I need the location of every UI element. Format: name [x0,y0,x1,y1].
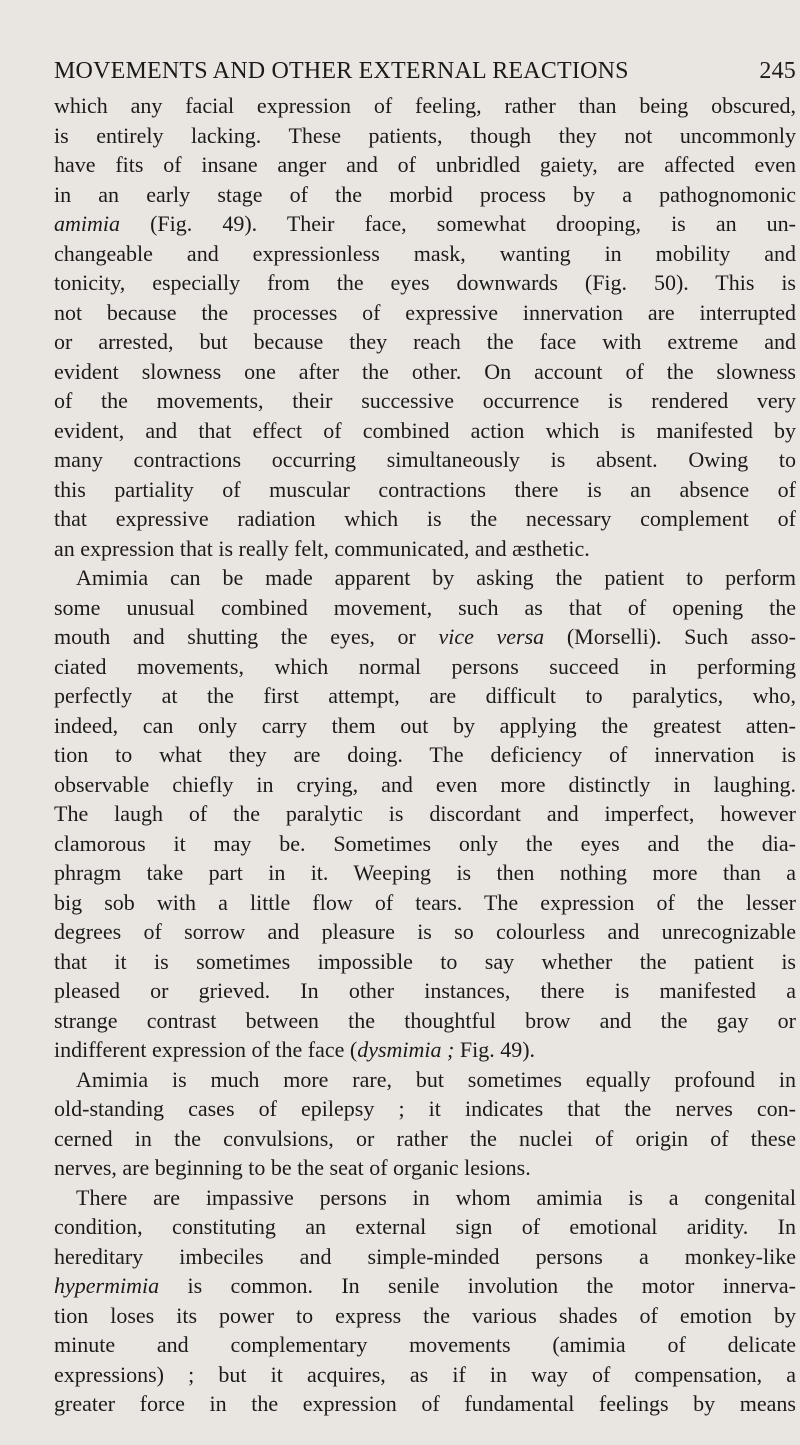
text-line: not because the processes of expressive innervation are interrupted [54,299,796,325]
text-line: nerves, are beginning to be the seat of organic lesions. [54,1155,531,1180]
text-line: minute and complementary movements (amimia of delicate [54,1332,796,1357]
text-line: There are impassive persons in whom amimia is a congenital [76,1184,796,1210]
italic-term: amimia [54,211,120,236]
text-line: hereditary imbeciles and simple-minded persons a monkey-like [54,1243,796,1269]
running-head [54,58,796,85]
italic-term: dysmimia ; [357,1037,455,1062]
text-line: this partiality of muscular contractions there is an absence of [54,476,796,502]
text-line: which any facial expression of feeling, rather than being obscured, [54,93,796,118]
text-line: clamorous it may be. Sometimes only the eyes and the dia- [54,830,796,856]
text-line: big sob with a little flow of tears. The expression of the lesser [54,889,796,915]
text-line: strange contrast between the thoughtful brow and the gay or [54,1007,796,1033]
text-line: an expression that is really felt, communicated, and æsthetic. [54,535,590,561]
text-line: some unusual combined movement, such as that of opening the [54,594,796,620]
text-line: evident slowness one after the other. On account of the slowness [54,358,796,384]
text-line: old-standing cases of epilepsy ; it indicates that the nerves con- [54,1096,796,1121]
text-line: tonicity, especially from the eyes downwards (Fig. 50). This is [54,270,796,295]
text-line [54,1271,796,1301]
text-line: The laugh of the paralytic is discordant and imperfect, however [54,801,796,826]
text-line: evident, and that effect of combined action which is manifested by [54,417,796,443]
italic-term: vice versa [438,624,545,649]
text-line: expressions) ; but it acquires, as if in way of compensation, a [54,1361,796,1387]
text-line: Amimia can be made apparent by asking the patient to perform [76,565,796,590]
text-line: of the movements, their successive occurrence is rendered very [54,388,796,413]
text-line: that expressive radiation which is the necessary complement of [54,506,796,531]
text-line: or arrested, but because they reach the face with extreme and [54,329,796,354]
text-segment: mouth and shutting the eyes, or [54,624,439,649]
text-line: perfectly at the first attempt, are difficult to paralytics, who, [54,683,796,708]
text-line: is entirely lacking. These patients, though they not uncommonly [54,122,796,148]
text-line: indeed, can only carry them out by applying the greatest atten- [54,712,796,738]
text-line: ciated movements, which normal persons succeed in performing [54,653,796,679]
text-line: Amimia is much more rare, but sometimes equally profound in [76,1066,796,1092]
running-title: MOVEMENTS AND OTHER EXTERNAL REACTIONS [54,58,629,84]
text-line: greater force in the expression of fundamental feelings by means [54,1391,796,1416]
text-line: observable chiefly in crying, and even more distinctly in laughing. [54,771,796,797]
text-line: changeable and expressionless mask, wanting in mobility and [54,240,796,266]
text-line: in an early stage of the morbid process by a pathognomonic [54,181,796,207]
text-line: phragm take part in it. Weeping is then nothing more than a [54,860,796,885]
text-line [54,1035,796,1065]
text-line: that it is sometimes impossible to say whether the patient is [54,948,796,974]
body-text [54,91,796,1419]
text-segment: Fig. 49). [454,1037,536,1062]
text-line: condition, constituting an external sign of emotional aridity. In [54,1214,796,1239]
text-segment: is common. In senile involution the motor innerva- [159,1273,796,1298]
text-line: cerned in the convulsions, or rather the nuclei of origin of these [54,1125,796,1151]
text-segment: indifferent expression of the face ( [54,1037,358,1062]
text-segment: (Morselli). Such asso- [544,624,796,649]
text-line: have fits of insane anger and of unbridled gaiety, are affected even [54,152,796,177]
page-number: 245 [759,58,796,84]
text-line: degrees of sorrow and pleasure is so colourless and unrecognizable [54,919,796,944]
text-line: pleased or grieved. In other instances, there is manifested a [54,978,796,1003]
text-segment: (Fig. 49). Their face, somewhat drooping, is an un- [120,211,796,236]
text-line [54,622,796,652]
text-line: tion to what they are doing. The deficiency of innervation is [54,742,796,767]
italic-term: hypermimia [54,1273,160,1298]
text-line [54,209,796,239]
text-line: many contractions occurring simultaneously is absent. Owing to [54,447,796,472]
text-line: tion loses its power to express the various shades of emotion by [54,1302,796,1328]
